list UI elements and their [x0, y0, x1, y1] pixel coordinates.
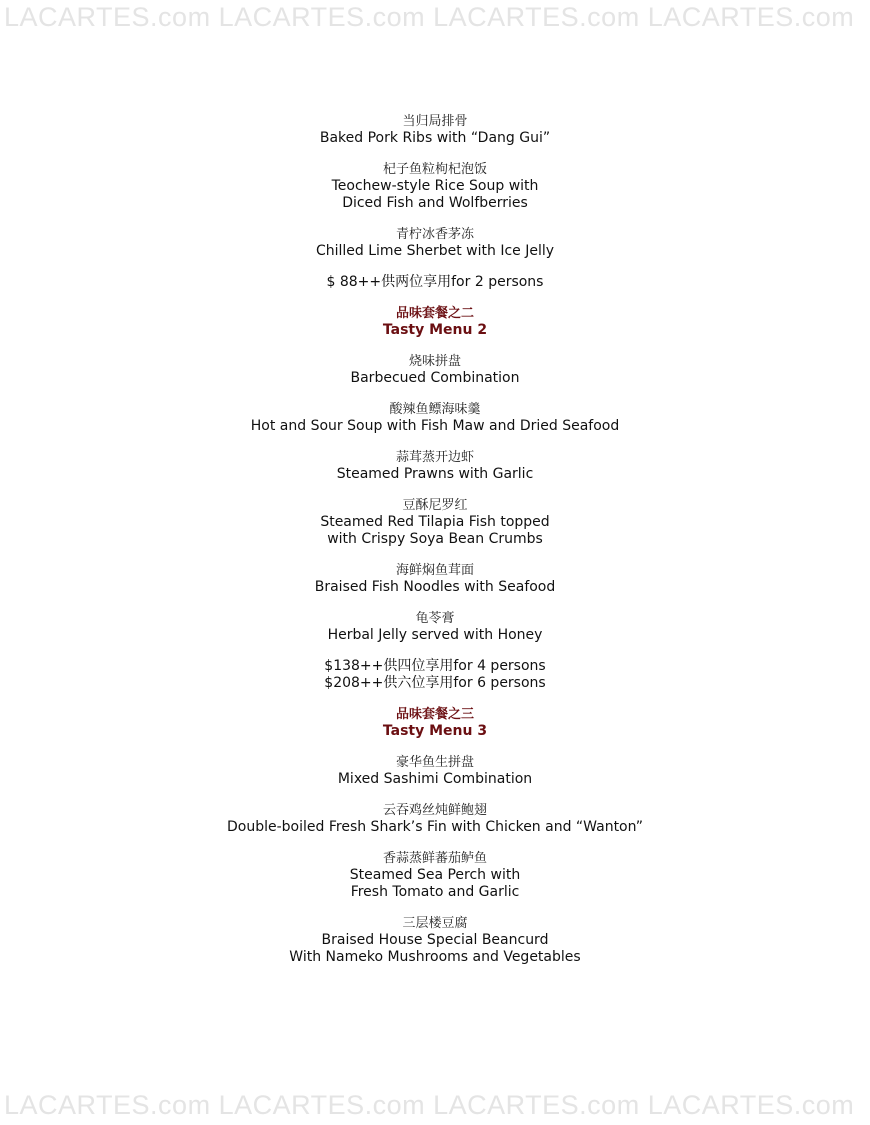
dish-chinese-name: 烧味拼盘 [408, 354, 461, 369]
price-line: $138++供四位享用for 4 persons [324, 658, 546, 674]
dish-item [0, 497, 870, 548]
price-line: $208++供六位享用for 6 persons [324, 675, 546, 691]
section-heading-menu-3 [0, 706, 870, 740]
dish-chinese-name: 云吞鸡丝炖鲜鲍翅 [382, 803, 487, 818]
dish-chinese-name: 当归局排骨 [402, 114, 468, 129]
dish-english-name: Chilled Lime Sherbet with Ice Jelly [315, 243, 555, 259]
dish-english-name: Double-boiled Fresh Shark’s Fin with Chicken and “Wanton” [227, 819, 643, 835]
watermark-top: LACARTES.com LACARTES.com LACARTES.com LACARTES.com [4, 2, 855, 32]
dish-item [0, 113, 870, 147]
dish-chinese-name: 豪华鱼生拼盘 [395, 755, 474, 770]
dish-english-name: Braised House Special Beancurd [321, 932, 549, 948]
dish-english-name: Steamed Red Tilapia Fish topped [320, 514, 550, 530]
dish-item [0, 353, 870, 387]
dish-english-name-line2: Fresh Tomato and Garlic [350, 884, 520, 900]
dish-english-name: Herbal Jelly served with Honey [327, 627, 543, 643]
dish-chinese-name: 豆酥尼罗红 [402, 498, 468, 513]
dish-chinese-name: 杞子鱼粒枸杞泡饭 [382, 162, 487, 177]
dish-english-name: Barbecued Combination [350, 370, 520, 386]
dish-item [0, 754, 870, 788]
menu-group-2 [0, 353, 870, 644]
dish-item [0, 915, 870, 966]
section-english-title: Tasty Menu 3 [382, 723, 488, 739]
watermark-bottom: LACARTES.com LACARTES.com LACARTES.com LACARTES.com [4, 1090, 855, 1120]
dish-item [0, 802, 870, 836]
dish-item [0, 610, 870, 644]
dish-english-name-line2: with Crispy Soya Bean Crumbs [327, 531, 543, 547]
dish-english-name-line2: With Nameko Mushrooms and Vegetables [289, 949, 581, 965]
dish-item [0, 850, 870, 901]
price-block [0, 658, 870, 692]
dish-english-name: Hot and Sour Soup with Fish Maw and Dried Seafood [250, 418, 620, 434]
dish-chinese-name: 酸辣鱼鳔海味羹 [389, 402, 481, 417]
dish-english-name: Steamed Prawns with Garlic [336, 466, 534, 482]
section-heading-menu-2 [0, 305, 870, 339]
dish-chinese-name: 青柠冰香茅冻 [395, 227, 474, 242]
dish-chinese-name: 蒜茸蒸开边虾 [395, 450, 474, 465]
menu-page [0, 113, 870, 980]
dish-english-name: Teochew-style Rice Soup with [331, 178, 539, 194]
dish-english-name-line2: Diced Fish and Wolfberries [342, 195, 528, 211]
dish-english-name: Steamed Sea Perch with [349, 867, 521, 883]
dish-english-name: Mixed Sashimi Combination [337, 771, 533, 787]
price-line: $ 88++供两位享用for 2 persons [326, 274, 544, 290]
dish-item [0, 562, 870, 596]
section-english-title: Tasty Menu 2 [382, 322, 488, 338]
dish-english-name: Baked Pork Ribs with “Dang Gui” [319, 130, 551, 146]
dish-chinese-name: 龟苓膏 [415, 611, 455, 626]
section-chinese-title: 品味套餐之三 [395, 707, 474, 722]
dish-chinese-name: 三层楼豆腐 [402, 916, 468, 931]
section-chinese-title: 品味套餐之二 [395, 306, 474, 321]
dish-item [0, 161, 870, 212]
dish-item [0, 226, 870, 260]
menu-group-3 [0, 754, 870, 966]
dish-chinese-name: 香蒜蒸鲜蕃茄鲈鱼 [382, 851, 487, 866]
dish-english-name: Braised Fish Noodles with Seafood [314, 579, 556, 595]
dish-chinese-name: 海鲜焖鱼茸面 [395, 563, 474, 578]
dish-item [0, 401, 870, 435]
menu-group-1 [0, 113, 870, 260]
dish-item [0, 449, 870, 483]
